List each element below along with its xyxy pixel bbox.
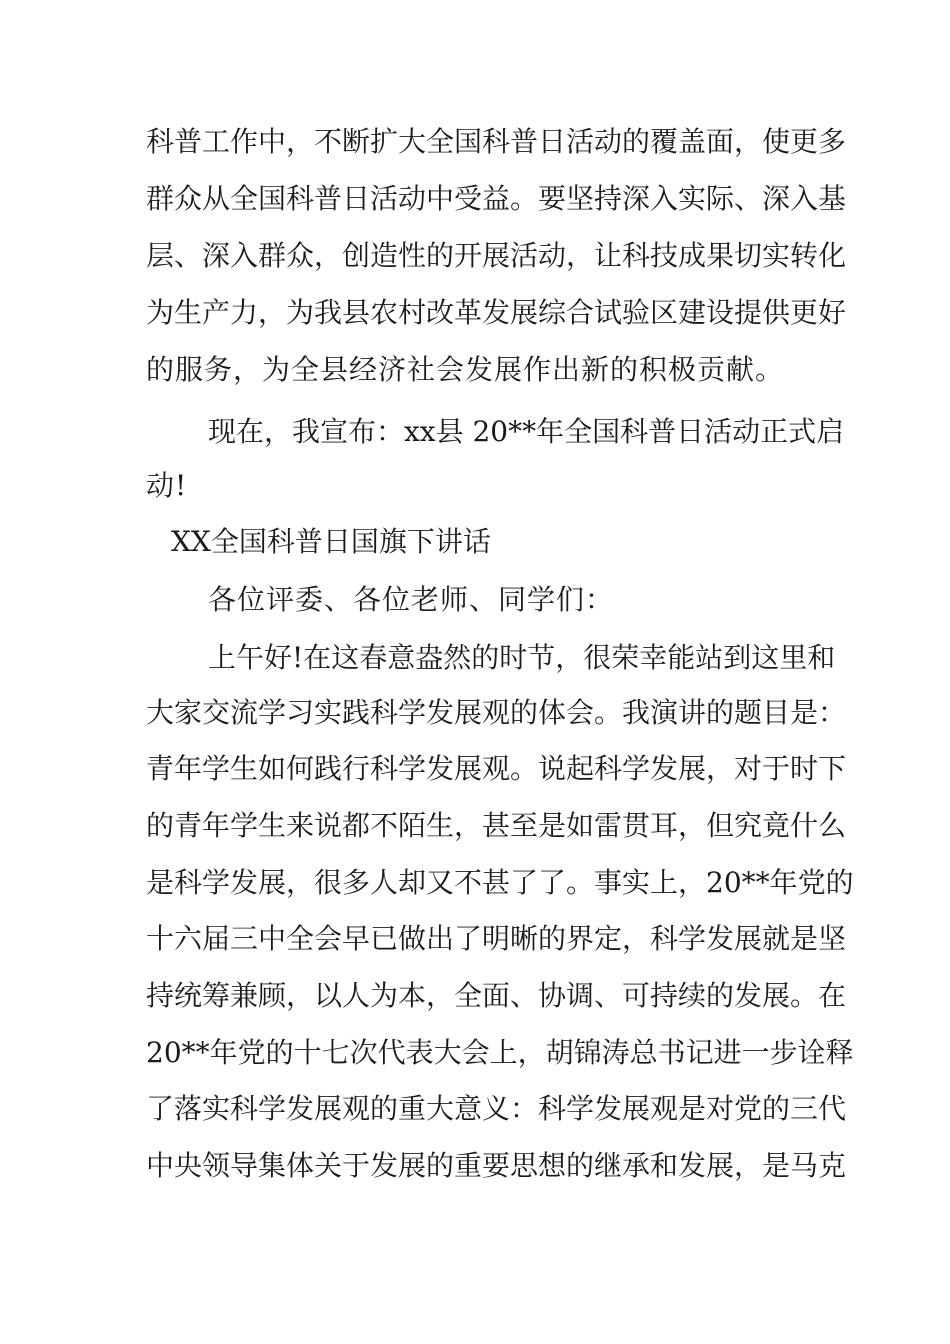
paragraph-3-line-9: 了落实科学发展观的重大意义：科学发展观是对党的三代 (146, 1092, 847, 1125)
section-title: XX全国科普日国旗下讲话 (171, 525, 491, 558)
paragraph-3-line-4: 的青年学生来说都不陌生，甚至是如雷贯耳，但究竟什么 (146, 809, 847, 842)
paragraph-3-line-10: 中央领导集体关于发展的重要思想的继承和发展，是马克 (146, 1149, 847, 1182)
paragraph-1-line-1: 科普工作中，不断扩大全国科普日活动的覆盖面，使更多 (146, 125, 847, 158)
paragraph-3-line-8: 20**年党的十七次代表大会上，胡锦涛总书记进一步诠释 (146, 1036, 854, 1069)
paragraph-1-line-2: 群众从全国科普日活动中受益。要坚持深入实际、深入基 (146, 182, 847, 215)
paragraph-3-line-6: 十六届三中全会早已做出了明晰的界定，科学发展就是坚 (146, 922, 847, 955)
salutation: 各位评委、各位老师、同学们： (208, 583, 615, 616)
paragraph-3-line-5: 是科学发展，很多人却又不甚了了。事实上，20**年党的 (146, 866, 854, 899)
paragraph-1-line-5: 的服务，为全县经济社会发展作出新的积极贡献。 (146, 353, 785, 386)
paragraph-2-line-1: 现在，我宣布：xx县 20**年全国科普日活动正式启 (208, 415, 845, 448)
paragraph-3-line-3: 青年学生如何践行科学发展观。说起科学发展，对于时下 (146, 752, 847, 785)
paragraph-1-line-3: 层、深入群众，创造性的开展活动，让科技成果切实转化 (146, 239, 847, 272)
paragraph-1-line-4: 为生产力，为我县农村改革发展综合试验区建设提供更好 (146, 296, 847, 329)
paragraph-3-line-2: 大家交流学习实践科学发展观的体会。我演讲的题目是： (146, 696, 847, 729)
paragraph-2-line-2: 动! (146, 469, 188, 502)
paragraph-3-line-1: 上午好!在这春意盎然的时节，很荣幸能站到这里和 (208, 641, 836, 674)
paragraph-3-line-7: 持统筹兼顾，以人为本，全面、协调、可持续的发展。在 (146, 979, 847, 1012)
